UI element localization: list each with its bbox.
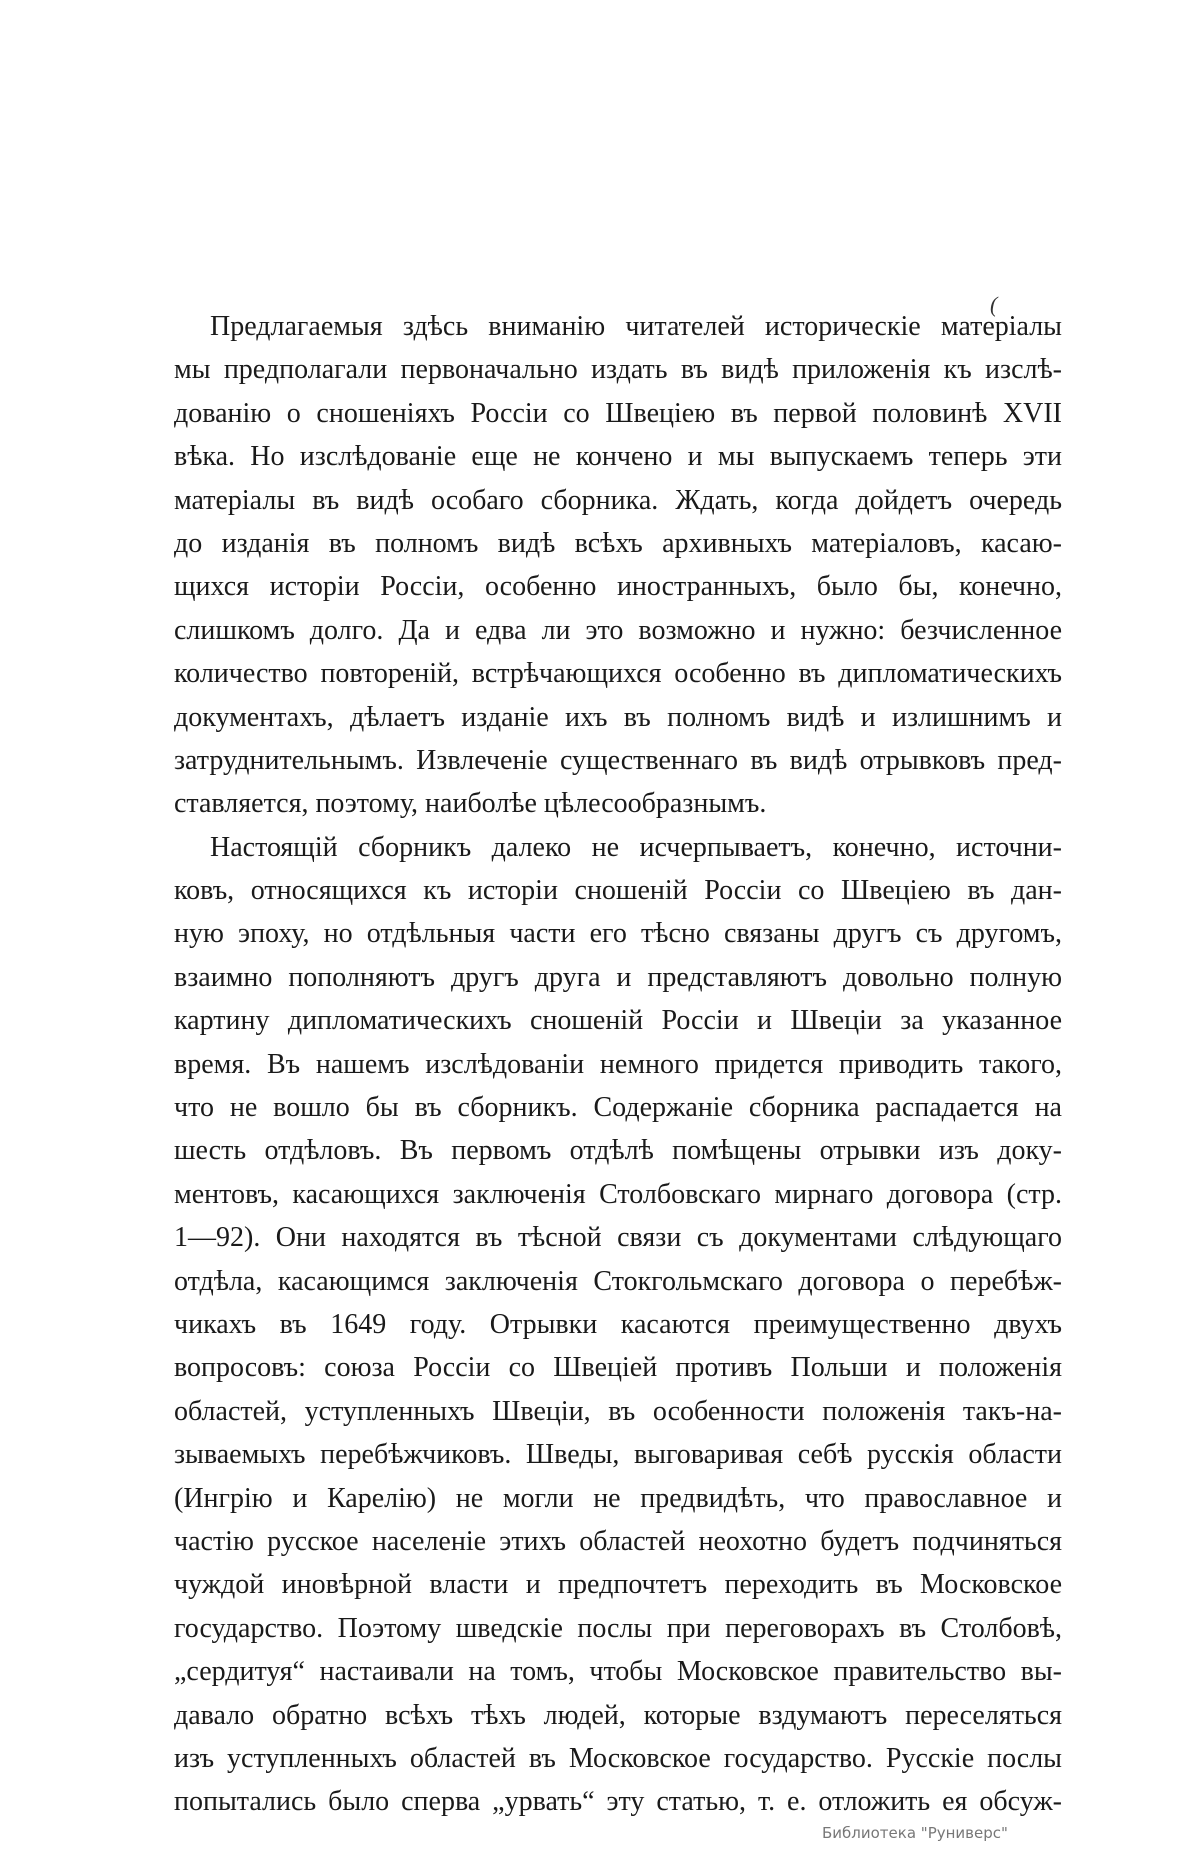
text-line: до изданія въ полномъ видѣ всѣхъ архивныхъ матеріаловъ, касаю- — [174, 527, 1062, 559]
library-watermark: Библиотека "Руниверс" — [822, 1824, 1008, 1842]
text-line: отдѣла, касающимся заключенія Стокгольмскаго договора о перебѣж- — [174, 1265, 1062, 1297]
text-line: чикахъ въ 1649 году. Отрывки касаются преимущественно двухъ — [174, 1308, 1062, 1340]
text-line: изъ уступленныхъ областей въ Московское государство. Русскіе послы — [174, 1742, 1062, 1774]
text-line: „сердитуя“ настаивали на томъ, чтобы Московское правительство вы- — [174, 1656, 1062, 1688]
text-line: (Ингрію и Карелію) не могли не предвидѣть, что православное и — [174, 1482, 1062, 1514]
text-line: частію русское населеніе этихъ областей неохотно будетъ подчиняться — [174, 1525, 1062, 1557]
text-line: матеріалы въ видѣ особаго сборника. Ждать, когда дойдетъ очередь — [174, 484, 1062, 516]
text-line: слишкомъ долго. Да и едва ли это возможно и нужно: безчисленное — [174, 614, 1062, 646]
text-line: государство. Поэтому шведскіе послы при переговорахъ въ Столбовѣ, — [174, 1612, 1062, 1644]
text-line: Настоящій сборникъ далеко не исчерпываетъ, конечно, источни- — [210, 831, 1062, 863]
page-body — [174, 305, 1062, 1824]
text-line: ковъ, относящихся къ исторіи сношеній Россіи со Швеціею въ дан- — [174, 875, 1062, 907]
text-line: картину дипломатическихъ сношеній Россіи и Швеціи за указанное — [174, 1005, 1062, 1037]
paragraph — [174, 305, 1062, 826]
text-line: что не вошло бы въ сборникъ. Содержаніе сборника распадается на — [174, 1092, 1062, 1124]
text-line: зываемыхъ перебѣжчиковъ. Шведы, выговаривая себѣ русскія области — [174, 1439, 1062, 1471]
margin-mark: ( — [990, 292, 998, 317]
text-line: мы предполагали первоначально издать въ видѣ приложенія къ изслѣ- — [174, 354, 1062, 386]
text-line: ставляется, поэтому, наиболѣе цѣлесообразнымъ. — [174, 788, 767, 820]
text-line: время. Въ нашемъ изслѣдованіи немного придется приводить такого, — [174, 1048, 1062, 1080]
text-line: ментовъ, касающихся заключенія Столбовскаго мирнаго договора (стр. — [174, 1178, 1062, 1210]
text-line: попытались было сперва „урвать“ эту статью, т. е. отложить ея обсуж- — [174, 1786, 1062, 1818]
text-line: взаимно пополняютъ другъ друга и представляютъ довольно полную — [174, 961, 1062, 993]
text-line: чуждой иновѣрной власти и предпочтетъ переходить въ Московское — [174, 1569, 1062, 1601]
text-line: Предлагаемыя здѣсь вниманію читателей историческіе матеріалы — [210, 311, 1062, 342]
text-line: 1—92). Они находятся въ тѣсной связи съ документами слѣдующаго — [174, 1222, 1062, 1254]
text-line: областей, уступленныхъ Швеціи, въ особенности положенія такъ-на- — [174, 1395, 1062, 1427]
text-line: затруднительнымъ. Извлеченіе существеннаго въ видѣ отрывковъ пред- — [174, 744, 1062, 776]
text-line: количество повтореній, встрѣчающихся особенно въ дипломатическихъ — [174, 658, 1062, 690]
paragraph — [174, 826, 1062, 1824]
text-line: документахъ, дѣлаетъ изданіе ихъ въ полномъ видѣ и излишнимъ и — [174, 701, 1062, 733]
text-line: вѣка. Но изслѣдованіе еще не кончено и мы выпускаемъ теперь эти — [174, 441, 1062, 473]
text-line: дованію о сношеніяхъ Россіи со Швеціею въ первой половинѣ XVII — [174, 397, 1062, 429]
text-line: щихся исторіи Россіи, особенно иностранныхъ, было бы, конечно, — [174, 571, 1062, 603]
text-line: вопросовъ: союза Россіи со Швеціей противъ Польши и положенія — [174, 1352, 1062, 1384]
text-line: шесть отдѣловъ. Въ первомъ отдѣлѣ помѣщены отрывки изъ доку- — [174, 1135, 1062, 1167]
text-line: давало обратно всѣхъ тѣхъ людей, которые вздумаютъ переселяться — [174, 1699, 1062, 1731]
text-line: ную эпоху, но отдѣльныя части его тѣсно связаны другъ съ другомъ, — [174, 918, 1062, 950]
